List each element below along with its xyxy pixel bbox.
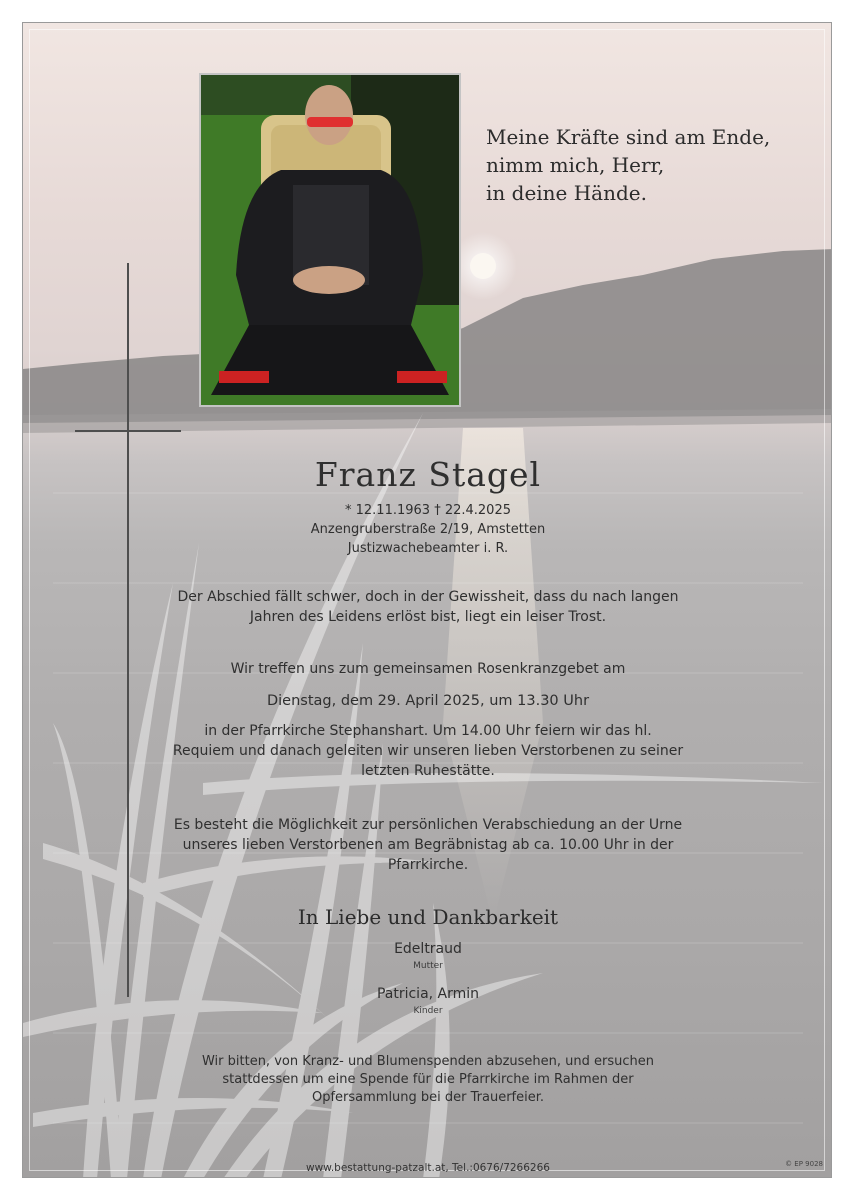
life-dates: * 12.11.1963 † 22.4.2025 [345, 503, 511, 518]
motto-line: Meine Kräfte sind am Ende, [486, 125, 771, 149]
text-line: Pfarrkirche. [387, 857, 469, 873]
thanks-heading: In Liebe und Dankbarkeit [297, 905, 559, 929]
text-line: letzten Ruhestätte. [361, 763, 495, 779]
text-line: stattdessen um eine Spende für die Pfarrkirche im Rahmen der [222, 1072, 634, 1087]
text-line: Requiem und danach geleiten wir unseren lieben Verstorbenen zu seiner [172, 743, 684, 759]
funeral-home-contact: www.bestattung-patzalt.at, Tel.:0676/7266266 [306, 1162, 550, 1174]
text-line: Wir bitten, von Kranz- und Blumenspenden abzusehen, und ersuchen [201, 1054, 654, 1069]
text-line: Der Abschied fällt schwer, doch in der Gewissheit, dass du nach langen [177, 589, 679, 605]
cross-vertical-bar [127, 263, 129, 997]
portrait-photo [199, 73, 461, 407]
motto-verse [486, 123, 816, 207]
rosary-date: Dienstag, dem 29. April 2025, um 13.30 Uhr [266, 693, 590, 709]
deceased-name: Franz Stagel [314, 455, 542, 494]
obituary-card [22, 22, 832, 1178]
text-line: unseres lieben Verstorbenen am Begräbnistag ab ca. 10.00 Uhr in der [182, 837, 674, 853]
deceased-details [63, 501, 793, 558]
donation-request [63, 1053, 793, 1107]
cross-horizontal-bar [75, 430, 181, 432]
motto-line: in deine Hände. [486, 181, 647, 205]
mourner-relation: Mutter [413, 961, 443, 971]
rosary-intro: Wir treffen uns zum gemeinsamen Rosenkranzgebet am [230, 661, 626, 677]
text-line: in der Pfarrkirche Stephanshart. Um 14.00 Uhr feiern wir das hl. [204, 723, 652, 739]
text-line: Jahren des Leidens erlöst bist, liegt ein leiser Trost. [249, 609, 607, 625]
urn-farewell-text [63, 815, 793, 875]
farewell-text [63, 587, 793, 627]
mass-text [63, 721, 793, 781]
template-code: © EP 9028 [785, 1160, 823, 1168]
mourner-name: Edeltraud [394, 941, 462, 957]
mourner-relation: Kinder [413, 1006, 443, 1016]
deceased-profession: Justizwachebeamter i. R. [347, 541, 509, 556]
text-line: Es besteht die Möglichkeit zur persönlichen Verabschiedung an der Urne [173, 817, 683, 833]
text-line: Opfersammlung bei der Trauerfeier. [311, 1090, 545, 1105]
mourner-name: Patricia, Armin [376, 986, 480, 1002]
deceased-address: Anzengruberstraße 2/19, Amstetten [310, 522, 546, 537]
motto-line: nimm mich, Herr, [486, 153, 665, 177]
